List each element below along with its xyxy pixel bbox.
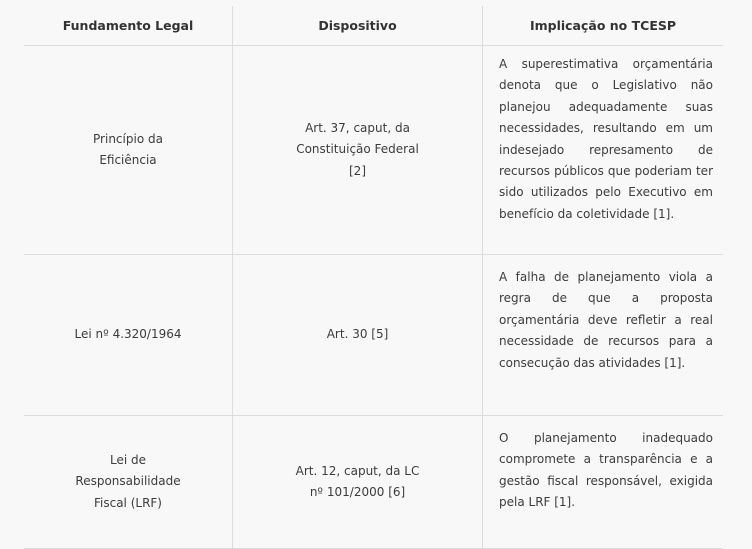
header-implicacao: Implicação no TCESP [483, 6, 724, 46]
cell-implicacao: O planejamento inadequado compromete a transparência e a gestão fiscal responsável, exigida pela LRF [1]. [483, 416, 724, 549]
cell-fundamento [24, 46, 233, 255]
table-body [24, 46, 723, 549]
header-fundamento-legal: Fundamento Legal [24, 6, 233, 46]
table-row [24, 255, 723, 416]
cell-dispositivo [233, 255, 483, 416]
cell-fundamento-text: Lei nº 4.320/1964 [74, 327, 182, 342]
cell-fundamento [24, 255, 233, 416]
header-dispositivo: Dispositivo [233, 6, 483, 46]
table-row [24, 46, 723, 255]
cell-fundamento-text: Princípio da Eficiência [93, 131, 163, 167]
cell-fundamento [24, 416, 233, 549]
legal-basis-table [24, 6, 723, 549]
cell-dispositivo-text: Art. 37, caput, da Constituição Federal [2] [296, 120, 419, 178]
header-row [24, 6, 723, 46]
cell-implicacao: A falha de planejamento viola a regra de que a proposta orçamentária deve refletir a real necessidade de recursos para a consecução das atividades [1]. [483, 255, 724, 416]
cell-dispositivo [233, 416, 483, 549]
cell-implicacao: A superestimativa orçamentária denota que o Legislativo não planejou adequadamente suas necessidades, resultando em um indesejado represamento de recursos públicos que poderiam ter sido utilizados pelo Executivo em benefício da coletividade [1]. [483, 46, 724, 255]
table-row [24, 416, 723, 549]
cell-dispositivo-text: Art. 12, caput, da LC nº 101/2000 [6] [295, 463, 420, 499]
cell-dispositivo [233, 46, 483, 255]
table-header [24, 6, 723, 46]
cell-fundamento-text: Lei de Responsabilidade Fiscal (LRF) [75, 452, 181, 510]
cell-dispositivo-text: Art. 30 [5] [326, 327, 389, 342]
